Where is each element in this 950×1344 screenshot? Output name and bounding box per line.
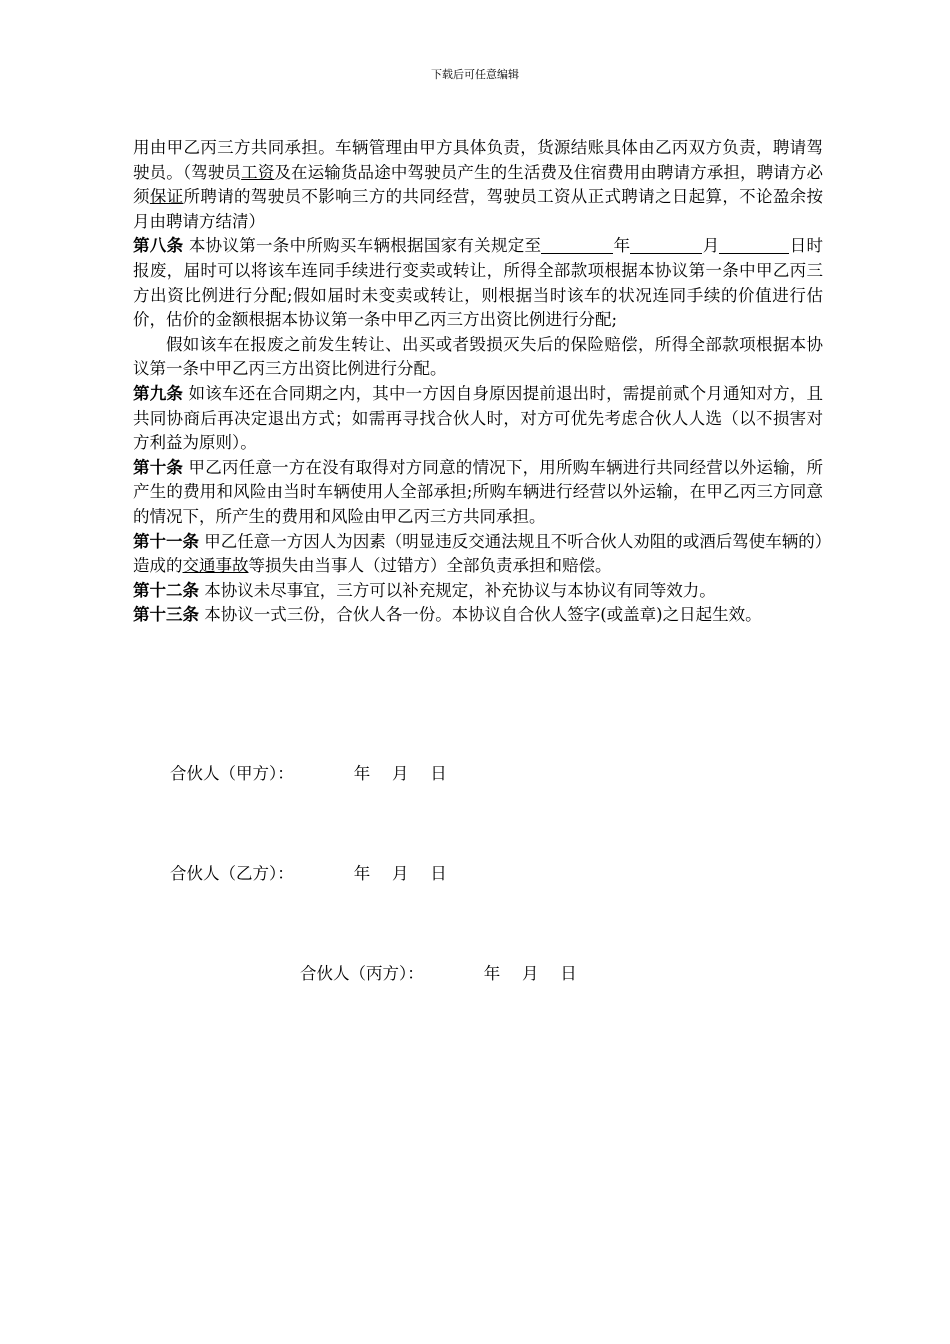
underlined-term: 保证: [149, 187, 184, 207]
signature-date: 年 月 日: [483, 964, 585, 983]
signature-label: 合伙人（乙方）：: [170, 864, 294, 883]
text-run: 本协议一式三份，合伙人各一份。本协议自合伙人签字(或盖章)之日起生效。: [199, 605, 762, 625]
article-label: 第八条: [133, 236, 184, 256]
article-10: [133, 456, 823, 530]
text-run: 及在运输货品途中驾驶员产生的生活费及住宿费用由聘请方承担，聘请方必须: [133, 162, 824, 207]
signature-party-a: [170, 760, 455, 784]
text-run: 本协议第一条中所购买车辆根据国家有关规定至: [183, 236, 542, 256]
year-blank: [541, 235, 613, 254]
signature-party-c: [300, 960, 585, 984]
signature-party-b: [170, 860, 455, 884]
article-label: 第十二条: [133, 580, 199, 600]
article-label: 第九条: [133, 383, 184, 403]
article-label: 第十条: [133, 457, 184, 477]
text-run: 甲乙任意一方因人为因素（明显违反交通法规且不听合伙人劝阻的或酒后驾使车辆的）造成的: [133, 531, 823, 576]
article-label: 第十三条: [133, 605, 199, 625]
text-run: 如该车还在合同期之内，其中一方因自身原因提前退出时，需提前贰个月通知对方，且共同协商后再决定退出方式；如需再寻找合伙人时，对方可优先考虑合伙人人选（以不损害对方利益为原则）。: [133, 383, 824, 453]
day-blank-continued: [767, 235, 789, 254]
year-label: 年: [613, 236, 631, 256]
page-header: 下载后可任意编辑: [431, 68, 519, 81]
text-run: 甲乙丙任意一方在没有取得对方同意的情况下，用所购车辆进行共同经营以外运输，所产生的费用和风险由当时车辆使用人全部承担;所购车辆进行经营以外运输，在甲乙丙三方同意的情况下，所产生的费用和风险由甲乙丙三方共同承担。: [133, 457, 824, 526]
article-13: [133, 603, 823, 628]
signature-label: 合伙人（丙方）：: [300, 964, 424, 983]
text-run: 等损失由当事人（过错方）全部负责承担和赔偿。: [248, 556, 612, 576]
text-run: 所聘请的驾驶员不影响三方的共同经营，驾驶员工资从正式聘请之日起算，不论盈余按月由聘请方结清）: [133, 187, 824, 231]
underlined-term: 交通事故: [182, 556, 249, 576]
underlined-term: 工资: [241, 162, 275, 182]
article-label: 第十一条: [133, 531, 199, 551]
article-11: [133, 530, 823, 579]
article-8-paragraph-2: 假如该车在报废之前发生转让、出买或者毁损灭失后的保险赔偿，所得全部款项根据本协议第一条中甲乙丙三方出资比例进行分配。: [133, 334, 823, 379]
agreement-body: [133, 136, 823, 628]
paragraph-continuation: [133, 136, 823, 234]
signature-date: 年 月 日: [353, 764, 455, 783]
article-9: [133, 382, 823, 456]
month-blank: [630, 235, 702, 254]
signature-label: 合伙人（甲方）：: [170, 764, 294, 783]
text-run: 日时报废，届时可以将该车连同手续进行变卖或转让，所得全部款项根据本协议第一条中甲乙丙三方出资比例进行分配;假如届时未变卖或转让，则根据当时该车的状况连同手续的价值进行估价，估价的金额根据本协议第一条中甲乙丙三方出资比例进行分配;: [133, 236, 824, 330]
article-8: [133, 234, 823, 332]
article-12: [133, 579, 823, 604]
text-run: 本协议未尽事宜，三方可以补充规定，补充协议与本协议有同等效力。: [199, 580, 716, 600]
text-run: 用由甲乙丙三方共同承担。车辆管理由甲方具体负责，货源结账具体由乙丙双方负责，聘请驾驶员。（驾驶员: [133, 138, 823, 182]
day-blank: [719, 235, 767, 254]
signature-date: 年 月 日: [353, 864, 455, 883]
month-label: 月: [702, 236, 720, 256]
